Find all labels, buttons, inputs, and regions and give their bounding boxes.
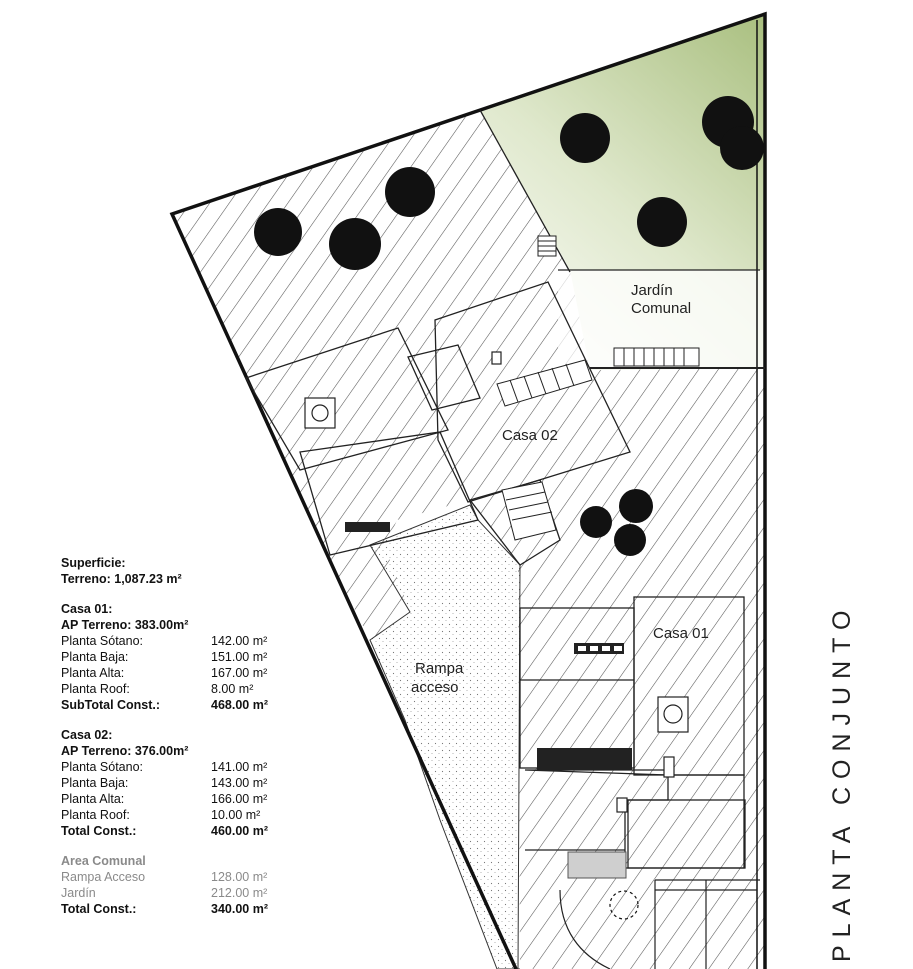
label-casa-02: Casa 02 xyxy=(502,427,558,444)
label-rampa-line1: Rampa xyxy=(415,660,464,677)
comunal-row: Jardín 212.00 m² xyxy=(61,886,268,900)
label-jardin-line2: Comunal xyxy=(631,300,692,317)
casa-01-row: Planta Sótano: 142.00 m² xyxy=(61,634,268,648)
terreno-total: Terreno: 1,087.23 m² xyxy=(61,572,182,586)
casa-01-ap: AP Terreno: 383.00m² xyxy=(61,618,189,632)
casa-02-dark-bar xyxy=(345,522,390,532)
casa-02-row: Planta Alta: 166.00 m² xyxy=(61,792,268,806)
casa-02-ap: AP Terreno: 376.00m² xyxy=(61,744,189,758)
casa-01-row: Planta Alta: 167.00 m² xyxy=(61,666,268,680)
casa-02-title: Casa 02: xyxy=(61,728,113,742)
casa-02-total: Total Const.: 460.00 m² xyxy=(61,824,268,838)
label-rampa-line2: acceso xyxy=(411,679,459,696)
casa-01-dark-bar xyxy=(537,748,632,770)
casa-01-window-strip xyxy=(574,643,624,654)
label-jardin-line1: Jardín xyxy=(631,282,673,299)
label-casa-01: Casa 01 xyxy=(653,625,709,642)
comunal-total: Total Const.: 340.00 m² xyxy=(61,902,268,916)
superficie-title: Superficie: xyxy=(61,556,126,570)
casa-02-row: Planta Baja: 143.00 m² xyxy=(61,776,268,790)
garden-stairs xyxy=(538,236,556,256)
casa-02-row: Planta Sótano: 141.00 m² xyxy=(61,760,268,774)
area-summary xyxy=(61,555,311,917)
comunal-title: Area Comunal xyxy=(61,854,146,868)
casa-01-row: Planta Baja: 151.00 m² xyxy=(61,650,268,664)
casa-02-row: Planta Roof: 10.00 m² xyxy=(61,808,261,822)
sheet-title: PLANTA CONJUNTO xyxy=(828,602,856,962)
comunal-row: Rampa Acceso 128.00 m² xyxy=(61,870,268,884)
garden-railing xyxy=(614,348,699,366)
casa-01-total: SubTotal Const.: 468.00 m² xyxy=(61,698,268,712)
casa-01-patio xyxy=(568,852,626,878)
access-ramp-area xyxy=(370,505,520,969)
casa-01-title: Casa 01: xyxy=(61,602,113,616)
casa-01-row: Planta Roof: 8.00 m² xyxy=(61,682,254,696)
